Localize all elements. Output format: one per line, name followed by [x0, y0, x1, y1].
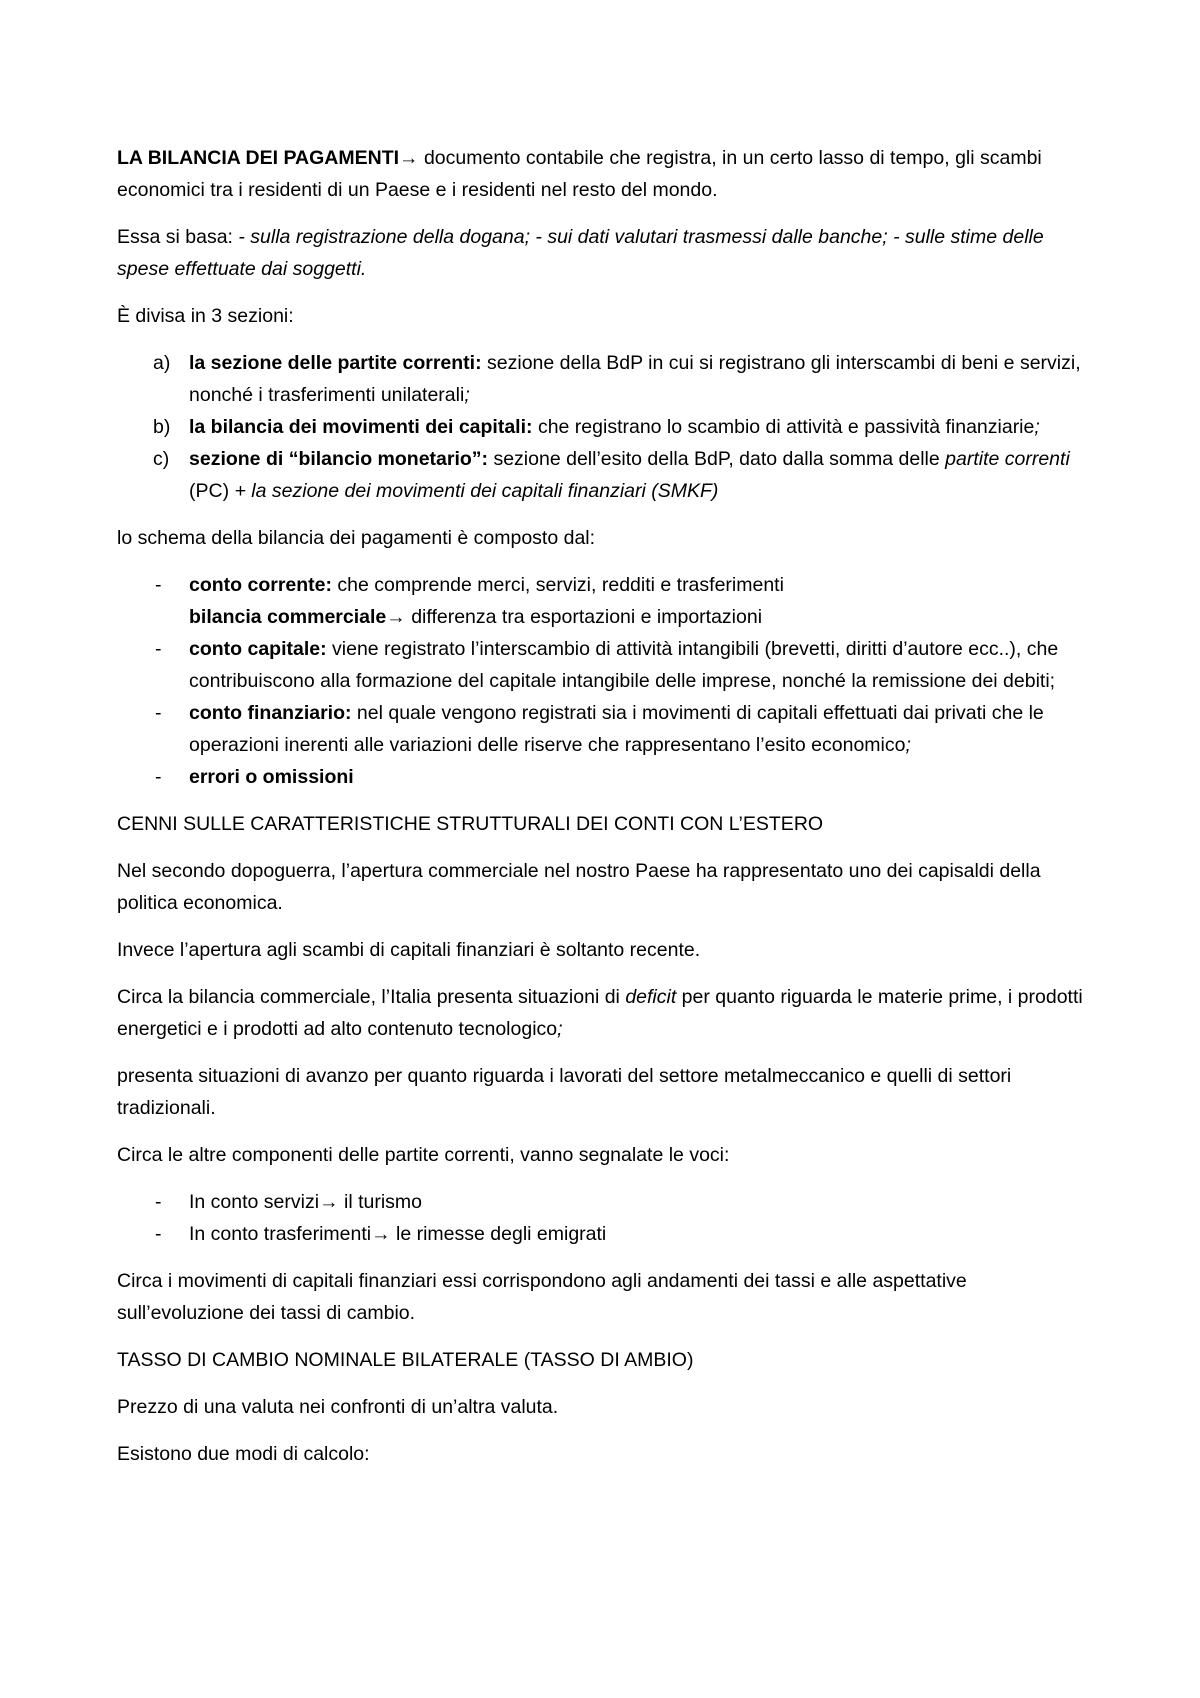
list-item-term: la bilancia dei movimenti dei capitali:	[189, 416, 533, 438]
list-item-text: che registrano lo scambio di attività e passività finanziarie	[532, 416, 1035, 438]
paragraph: Circa i movimenti di capitali finanziari essi corrispondono agli andamenti dei tassi e alle aspettative sull’evoluzione dei tassi di cambio.	[117, 1270, 967, 1324]
paragraph-text: per quanto riguarda le materie prime, i prodotti energetici e i prodotti ad alto contenuto tecnologico	[117, 986, 1083, 1040]
list-marker: -	[155, 1223, 162, 1245]
list-item	[117, 569, 1097, 633]
list-item-term: la sezione delle partite correnti:	[189, 352, 482, 374]
list-item-italic: + la sezione dei movimenti dei capitali finanziari (SMKF)	[234, 480, 719, 502]
list-item-term: conto corrente:	[189, 574, 333, 596]
paragraph-tail: ;	[557, 1018, 563, 1040]
basis-list: - sulla registrazione della dogana; - sui dati valutari trasmessi dalle banche; - sulle stime delle spese effettuate dai soggetti.	[117, 226, 1044, 280]
list-marker: -	[155, 766, 162, 788]
paragraph-italic: deficit	[625, 986, 677, 1008]
list-item-italic: partite correnti	[945, 448, 1070, 470]
list-item-text: sezione dell’esito della BdP, dato dalla somma delle	[488, 448, 946, 470]
list-item-tail: ;	[464, 384, 470, 406]
arrow-icon: →	[371, 1223, 391, 1245]
list-item-text: il turismo	[338, 1191, 422, 1213]
schema-intro: lo schema della bilancia dei pagamenti è composto dal:	[117, 527, 596, 549]
arrow-icon: →	[319, 1191, 339, 1213]
paragraph: Invece l’apertura agli scambi di capitali finanziari è soltanto recente.	[117, 939, 701, 961]
paragraph-text: Circa la bilancia commerciale, l’Italia presenta situazioni di	[117, 986, 626, 1008]
basis-paragraph	[117, 221, 1097, 285]
intro-text: documento contabile che registra, in un certo lasso di tempo, gli scambi economici tra i residenti di un Paese e i residenti nel resto del mondo.	[117, 147, 1042, 201]
list-marker: a)	[153, 352, 171, 374]
list-item	[117, 411, 1097, 443]
list-marker: -	[155, 574, 162, 596]
list-marker: -	[155, 638, 162, 660]
schema-list	[117, 569, 1097, 793]
list-item-tail: ;	[1034, 416, 1040, 438]
section-heading: TASSO DI CAMBIO NOMINALE BILATERALE (TASSO DI AMBIO)	[117, 1349, 694, 1371]
list-item	[117, 443, 1097, 507]
list-item	[117, 347, 1097, 411]
basis-lead: Essa si basa:	[117, 226, 239, 248]
voci-list	[117, 1186, 1097, 1250]
section-heading: CENNI SULLE CARATTERISTICHE STRUTTURALI DEI CONTI CON L’ESTERO	[117, 813, 824, 835]
list-item-term: sezione di “bilancio monetario”:	[189, 448, 489, 470]
list-item-text: che comprende merci, servizi, redditi e trasferimenti	[332, 574, 784, 596]
document-body	[117, 142, 1097, 1485]
list-item-text: viene registrato l’interscambio di attività intangibili (brevetti, diritti d’autore ecc..), che contribuiscono alla formazione del capitale intangibile delle imprese, nonché la remissione dei debiti;	[189, 638, 1059, 692]
paragraph: Prezzo di una valuta nei confronti di un’altra valuta.	[117, 1396, 559, 1418]
list-marker: c)	[153, 448, 170, 470]
paragraph: Circa le altre componenti delle partite correnti, vanno segnalate le voci:	[117, 1144, 730, 1166]
list-item	[117, 633, 1097, 697]
sections-intro: È divisa in 3 sezioni:	[117, 305, 294, 327]
list-item-term: conto finanziario:	[189, 702, 352, 724]
list-item-text: sezione della BdP in cui si registrano gli interscambi di beni e servizi, nonché i trasferimenti unilaterali	[189, 352, 1081, 406]
paragraph: Nel secondo dopoguerra, l’apertura commerciale nel nostro Paese ha rappresentato uno dei capisaldi della politica economica.	[117, 860, 1041, 914]
list-item	[117, 1186, 1097, 1218]
list-item	[117, 697, 1097, 761]
list-item-text: In conto trasferimenti	[189, 1223, 372, 1245]
list-item-text: le rimesse degli emigrati	[390, 1223, 607, 1245]
paragraph: Esistono due modi di calcolo:	[117, 1443, 370, 1465]
list-item-subterm: bilancia commerciale→	[189, 606, 406, 628]
list-item	[117, 1218, 1097, 1250]
list-item-term: conto capitale:	[189, 638, 327, 660]
list-item-tail: ;	[905, 734, 911, 756]
list-marker: -	[155, 1191, 162, 1213]
intro-paragraph	[117, 142, 1097, 206]
sections-list	[117, 347, 1097, 507]
paragraph	[117, 981, 1097, 1045]
list-marker: b)	[153, 416, 171, 438]
title-bilancia-pagamenti: LA BILANCIA DEI PAGAMENTI→	[117, 147, 419, 169]
paragraph: presenta situazioni di avanzo per quanto riguarda i lavorati del settore metalmeccanico e quelli di settori tradizionali.	[117, 1065, 1012, 1119]
list-item-text: In conto servizi	[189, 1191, 320, 1213]
list-item-text: nel quale vengono registrati sia i movimenti di capitali effettuati dai privati che le operazioni inerenti alle variazioni delle riserve che rappresentano l’esito economico	[189, 702, 1044, 756]
list-item	[117, 761, 1097, 793]
list-item-subtext: differenza tra esportazioni e importazioni	[405, 606, 763, 628]
list-marker: -	[155, 702, 162, 724]
list-item-text: (PC)	[189, 480, 235, 502]
list-item-term: errori o omissioni	[189, 766, 354, 788]
